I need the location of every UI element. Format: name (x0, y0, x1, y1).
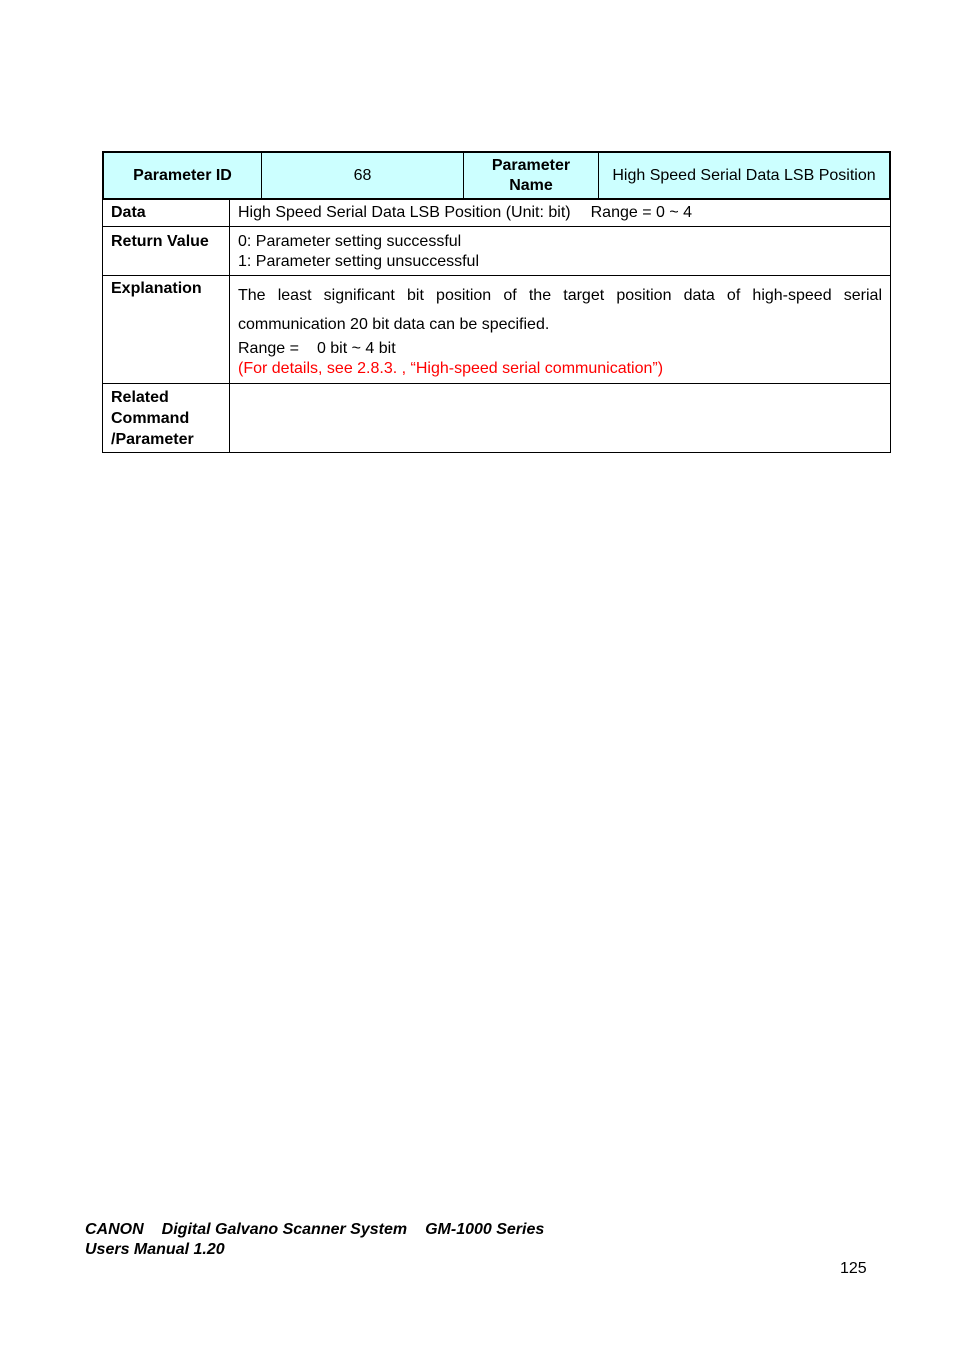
related-label-line2: Command (111, 410, 190, 427)
parameter-name-label-line1: Parameter (491, 156, 571, 174)
data-value (230, 200, 891, 227)
footer-system: Digital Galvano Scanner System (161, 1221, 408, 1238)
return-value-label: Return Value (103, 227, 230, 276)
parameter-name-label-line2: Name (509, 176, 553, 194)
explanation-content (230, 276, 891, 384)
explanation-range-value: 0 bit ~ 4 bit (316, 340, 396, 357)
explanation-label: Explanation (103, 276, 230, 384)
related-label-line1: Related (111, 389, 169, 406)
explanation-note: (For details, see 2.8.3. , “High-speed serial communication”) (238, 360, 664, 377)
parameter-name-value: High Speed Serial Data LSB Position (599, 152, 891, 199)
data-row (103, 200, 891, 227)
page-number: 125 (840, 1260, 867, 1277)
parameter-header-table (102, 151, 891, 200)
data-label: Data (103, 200, 230, 227)
footer-line1 (85, 1220, 544, 1240)
parameter-id-value: 68 (262, 152, 464, 199)
return-value-line2: 1: Parameter setting unsuccessful (238, 253, 480, 270)
related-label (103, 384, 230, 453)
return-value-row (103, 227, 891, 276)
explanation-paragraph: The least significant bit position of the target position data of high-speed serial communication 20 bit data can be specified. (238, 287, 882, 333)
related-content (230, 384, 891, 453)
parameter-name-label (464, 152, 599, 199)
related-label-line3: /Parameter (111, 431, 194, 448)
data-text: High Speed Serial Data LSB Position (Unit: bit) (238, 204, 571, 221)
footer-manual: Users Manual 1.20 (85, 1241, 225, 1258)
parameter-detail-table (102, 199, 891, 453)
parameter-id-label: Parameter ID (103, 152, 262, 199)
footer-brand: CANON (85, 1221, 144, 1238)
data-range: Range = 0 ~ 4 (590, 204, 693, 221)
footer-series: GM-1000 Series (425, 1221, 545, 1238)
return-value-content (230, 227, 891, 276)
explanation-range (238, 339, 882, 359)
explanation-range-label: Range = (238, 340, 299, 357)
related-row (103, 384, 891, 453)
page-footer (85, 1220, 544, 1260)
explanation-row (103, 276, 891, 384)
return-value-line1: 0: Parameter setting successful (238, 233, 462, 250)
